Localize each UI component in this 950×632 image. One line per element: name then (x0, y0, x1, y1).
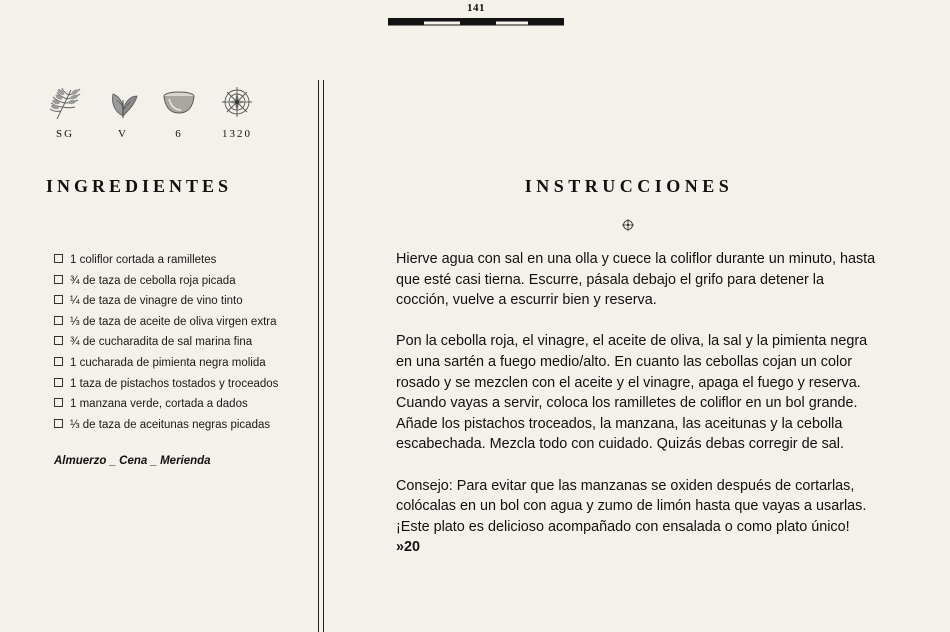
recipe-icons (46, 86, 266, 146)
instruction-paragraph: Pon la cebolla roja, el vinagre, el aceite de oliva, la sal y la pimienta negra en una sartén a fuego medio/alto. En cuanto las cebollas cojan un color rosado y se mezclen con el aceite y el vinagre, apaga el fuego y reserva. Cuando vayas a servir, coloca los ramilletes de coliflor en un bol grande. Añade los pistachos troceados, la manzana, las aceitunas y la cebolla escabechada. Mezcla todo con cuidado. Quizás debas corregir de sal. (396, 333, 868, 453)
tip-paragraph: Consejo: Para evitar que las manzanas se oxiden después de cortarlas, colócalas en un bol con agua y zumo de limón hasta que vayas a usarlas. ¡Este plato es delicioso acompañado con ensalada o como plato único! (396, 477, 867, 535)
icon-label-calories: 1320 (222, 128, 252, 140)
checkbox-icon[interactable] (54, 336, 63, 345)
leaf-icon (105, 86, 141, 120)
servings-badge (160, 86, 198, 140)
instructions-title: INSTRUCCIONES (524, 176, 734, 196)
icon-label-sg: SG (55, 128, 75, 140)
compass-icon (219, 86, 255, 120)
icon-label-v: V (118, 128, 128, 140)
page-reference-link[interactable]: »20 (396, 539, 421, 556)
ingredient-item[interactable]: 1 cucharada de pimienta negra molida (54, 353, 316, 374)
bowl-icon (161, 86, 197, 120)
instruction-paragraph: Hierve agua con sal en una olla y cuece la coliflor durante un minuto, hasta que esté casi tierna. Escurre, pásala debajo el grifo para detener la cocción, vuelve a escurrir bien y reserva. (396, 251, 876, 309)
checkbox-icon[interactable] (54, 419, 63, 428)
column-divider (318, 80, 324, 632)
ingredient-item[interactable]: ⅓ de taza de aceite de oliva virgen extra (54, 312, 316, 333)
calories-badge (218, 86, 256, 140)
checkbox-icon[interactable] (54, 398, 63, 407)
icon-label-servings: 6 (175, 128, 183, 140)
ingredient-item[interactable]: ¾ de cucharadita de sal marina fina (54, 332, 316, 353)
ingredient-item[interactable]: 1 coliflor cortada a ramilletes (54, 250, 316, 271)
ingredient-item[interactable]: 1 taza de pistachos tostados y troceados (54, 374, 316, 395)
wheat-icon (47, 86, 83, 120)
vegan-badge (104, 86, 142, 140)
ingredient-item[interactable]: ⅓ de taza de aceitunas negras picadas (54, 415, 316, 436)
ingredient-item[interactable]: ¼ de taza de vinagre de vino tinto (54, 291, 316, 312)
page-ruler (388, 18, 564, 26)
checkbox-icon[interactable] (54, 378, 63, 387)
ingredient-item[interactable]: ¾ de taza de cebolla roja picada (54, 271, 316, 292)
ingredients-title: INGREDIENTES (46, 176, 233, 196)
gluten-free-badge (46, 86, 84, 140)
ingredient-item[interactable]: 1 manzana verde, cortada a dados (54, 394, 316, 415)
checkbox-icon[interactable] (54, 295, 63, 304)
checkbox-icon[interactable] (54, 316, 63, 325)
checkbox-icon[interactable] (54, 254, 63, 263)
checkbox-icon[interactable] (54, 357, 63, 366)
page-number: 141 (467, 2, 485, 14)
crosshair-ornament-icon (622, 219, 634, 231)
ingredients-list (54, 250, 316, 435)
instructions-body (396, 249, 876, 558)
checkbox-icon[interactable] (54, 275, 63, 284)
meal-tags: Almuerzo _ Cena _ Merienda (54, 455, 211, 467)
